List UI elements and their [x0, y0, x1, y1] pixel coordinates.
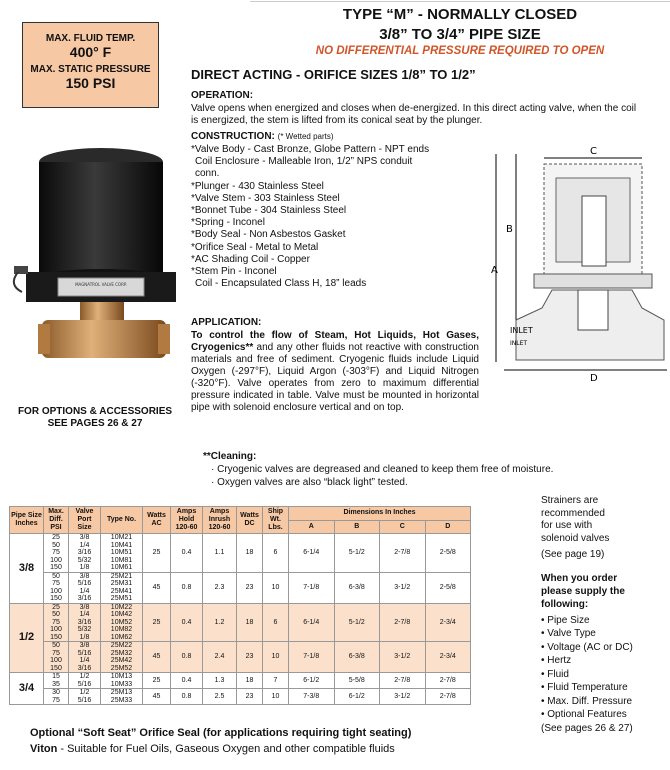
max-pressure-value: 150 PSI: [65, 75, 116, 91]
options-line-2: SEE PAGES 26 & 27: [47, 418, 143, 429]
options-line-1: FOR OPTIONS & ACCESSORIES: [17, 406, 173, 417]
title-line-1: TYPE “M” - NORMALLY CLOSED: [342, 6, 578, 23]
cell-watts-dc: 23: [237, 572, 263, 603]
application-text: [191, 330, 479, 414]
cell-size: 3/4: [10, 673, 44, 705]
cell-watts-ac: 45: [143, 689, 171, 705]
cell-ship-wt: 6: [263, 534, 289, 573]
order-title: [541, 572, 666, 611]
cell-amps-hold: 0.8: [171, 689, 203, 705]
list-item: • Pipe Size: [541, 614, 590, 626]
th-dimensions: Dimensions In Inches: [289, 507, 471, 521]
cross-section-diagram: [482, 140, 667, 385]
cell-dim-b: 6-1/2: [334, 689, 380, 705]
options-note: [10, 406, 180, 430]
th-pipe-size: Pipe Size Inches: [10, 507, 44, 534]
list-item: • Hertz: [541, 655, 572, 666]
inlet-label-1: INLET: [510, 326, 533, 335]
cell-dim-c: 2-7/8: [380, 673, 426, 689]
spec-box: [22, 22, 159, 108]
cell-watts-ac: 25: [143, 603, 171, 642]
cell-psi: 30 75: [44, 689, 69, 705]
cell-watts-ac: 25: [143, 534, 171, 573]
valve-photo: [8, 140, 183, 380]
cell-dim-a: 7-3/8: [289, 689, 335, 705]
cell-dim-d: 2-5/8: [425, 572, 471, 603]
cell-type: 25M22 25M32 25M42 25M52: [101, 642, 143, 673]
max-pressure-label: MAX. STATIC PRESSURE: [30, 64, 151, 75]
construction-item: Coil Enclosure - Malleable Iron, 1/2” NPS conduit conn.: [195, 156, 413, 180]
cell-dim-b: 6-3/8: [334, 572, 380, 603]
construction-item: *Valve Body - Cast Bronze, Globe Pattern - NPT ends: [191, 144, 430, 155]
cell-dim-a: 6-1/4: [289, 534, 335, 573]
cell-amps-hold: 0.4: [171, 673, 203, 689]
list-item: • Voltage (AC or DC): [541, 641, 633, 653]
th-dim-b: B: [334, 520, 380, 534]
dim-label-a: A: [491, 265, 498, 276]
dim-label-d: D: [590, 373, 598, 384]
max-temp-label: MAX. FLUID TEMP.: [45, 33, 136, 44]
cell-amps-inrush: 2.4: [203, 642, 237, 673]
cleaning-title: **Cleaning:: [203, 451, 257, 462]
tagline: NO DIFFERENTIAL PRESSURE REQUIRED TO OPEN: [315, 45, 605, 57]
cell-watts-ac: 45: [143, 642, 171, 673]
cell-watts-dc: 23: [237, 689, 263, 705]
cell-watts-dc: 18: [237, 534, 263, 573]
cell-ship-wt: 7: [263, 673, 289, 689]
soft-seat-note: Optional “Soft Seat” Orifice Seal (for applications requiring tight seating): [30, 727, 412, 739]
cell-dim-b: 5-1/2: [334, 603, 380, 642]
th-type-no: Type No.: [101, 507, 143, 534]
cell-amps-inrush: 1.1: [203, 534, 237, 573]
cell-dim-b: 5-1/2: [334, 534, 380, 573]
th-watts-ac: Watts AC: [143, 507, 171, 534]
construction-item: *Spring - Inconel: [191, 217, 265, 229]
cell-port: 3/8 1/4 3/16 5/32 1/8: [69, 534, 101, 573]
inlet-label-2: INLET: [510, 340, 528, 347]
construction-item: *Plunger - 430 Stainless Steel: [191, 180, 324, 192]
cell-watts-ac: 25: [143, 673, 171, 689]
construction-item: *Bonnet Tube - 304 Stainless Steel: [191, 205, 347, 217]
cleaning-item: · Cryogenic valves are degreased and cleaned to keep them free of moisture.: [211, 464, 554, 475]
cell-amps-inrush: 2.3: [203, 572, 237, 603]
construction-item: *Body Seal - Non Asbestos Gasket: [191, 229, 346, 241]
order-list: [541, 614, 666, 736]
th-dim-d: D: [425, 520, 471, 534]
cell-amps-inrush: 1.2: [203, 603, 237, 642]
table-row: [10, 673, 471, 689]
strainers-line-2: recommended: [541, 507, 605, 519]
table-row: [10, 603, 471, 642]
construction-title: CONSTRUCTION:: [191, 131, 275, 142]
order-title-1: When you order: [541, 572, 618, 584]
th-ship-wt: Ship Wt. Lbs.: [263, 507, 289, 534]
max-temp-value: 400° F: [69, 44, 112, 60]
cell-psi: 15 35: [44, 673, 69, 689]
th-watts-dc: Watts DC: [237, 507, 263, 534]
list-item: • Valve Type: [541, 628, 596, 639]
list-item: (See pages 26 & 27): [541, 722, 633, 734]
list-item: • Max. Diff. Pressure: [541, 695, 633, 707]
cell-dim-a: 7-1/8: [289, 642, 335, 673]
cell-amps-hold: 0.8: [171, 642, 203, 673]
cell-dim-d: 2-7/8: [425, 689, 471, 705]
cell-psi: 25 50 75 100 150: [44, 603, 69, 642]
table-row: [10, 572, 471, 603]
construction-header: [191, 131, 334, 142]
construction-item: Coil - Encapsulated Class H, 18” leads: [195, 278, 367, 290]
title-line-2: 3/8” TO 3/4” PIPE SIZE: [379, 26, 541, 43]
construction-item: *Stem Pin - Inconel: [191, 266, 277, 278]
cell-type: 10M21 10M41 10M51 10M81 10M61: [101, 534, 143, 573]
cell-port: 1/2 5/16: [69, 673, 101, 689]
application-body: and any other fluids not reactive with construction materials and free of sediment. Cryogenic fluids include Liquid Oxygen (-297°F), Liquid Argon (-303°F) and Liquid Nitrogen (-320°F). Valve operates from zero to maximum differential pressure indicated in table. Valve must be mounted in horizontal pipe with solenoid enclosure vertical and on top.: [191, 342, 479, 413]
cell-dim-d: 2-7/8: [425, 673, 471, 689]
application-lead: To control the flow of Steam, Hot Liquids, Hot Gases, Cryogenics**: [191, 330, 479, 353]
cell-dim-b: 6-3/8: [334, 642, 380, 673]
cell-watts-ac: 45: [143, 572, 171, 603]
dim-label-b: B: [506, 224, 513, 235]
cell-amps-hold: 0.4: [171, 603, 203, 642]
th-port-size: Valve Port Size: [69, 507, 101, 534]
cleaning-item: · Oxygen valves are also “black light” tested.: [211, 477, 408, 488]
strainers-line-3: for use with: [541, 520, 593, 531]
header-rule: [250, 1, 670, 2]
construction-item: *AC Shading Coil - Copper: [191, 253, 310, 265]
viton-label: Viton: [30, 743, 58, 755]
cell-watts-dc: 23: [237, 642, 263, 673]
th-amps-hold: Amps Hold 120-60: [171, 507, 203, 534]
cell-amps-inrush: 1.3: [203, 673, 237, 689]
cell-ship-wt: 6: [263, 603, 289, 642]
cell-size: 3/8: [10, 534, 44, 604]
cell-ship-wt: 10: [263, 642, 289, 673]
dim-label-c: C: [590, 146, 597, 157]
construction-note: (* Wetted parts): [277, 132, 334, 141]
cell-watts-dc: 18: [237, 673, 263, 689]
subheading: DIRECT ACTING - ORIFICE SIZES 1/8” TO 1/2”: [191, 67, 476, 82]
cell-port: 1/2 5/16: [69, 689, 101, 705]
cell-dim-c: 3-1/2: [380, 642, 426, 673]
cell-watts-dc: 18: [237, 603, 263, 642]
cell-port: 3/8 5/16 1/4 3/16: [69, 642, 101, 673]
cell-dim-a: 6-1/2: [289, 673, 335, 689]
viton-text: - Suitable for Fuel Oils, Gaseous Oxygen and other compatible fluids: [57, 743, 395, 755]
cell-type: 10M13 10M33: [101, 673, 143, 689]
cell-dim-d: 2-5/8: [425, 534, 471, 573]
cell-size: 1/2: [10, 603, 44, 673]
cell-dim-a: 6-1/4: [289, 603, 335, 642]
right-column: [541, 495, 666, 735]
cell-type: 25M13 25M33: [101, 689, 143, 705]
cell-ship-wt: 10: [263, 572, 289, 603]
order-title-3: following:: [541, 598, 589, 610]
cell-port: 3/8 1/4 3/16 5/32 1/8: [69, 603, 101, 642]
cell-amps-inrush: 2.5: [203, 689, 237, 705]
list-item: • Fluid: [541, 668, 569, 680]
construction-list: [191, 144, 431, 290]
cell-dim-d: 2-3/4: [425, 642, 471, 673]
table-row: [10, 642, 471, 673]
cell-dim-b: 5-5/8: [334, 673, 380, 689]
cell-ship-wt: 10: [263, 689, 289, 705]
operation-title: OPERATION:: [191, 90, 254, 101]
cell-port: 3/8 5/16 1/4 3/16: [69, 572, 101, 603]
table-row: [10, 534, 471, 573]
cell-amps-hold: 0.4: [171, 534, 203, 573]
strainers-line-1: Strainers are: [541, 495, 599, 506]
cell-dim-c: 2-7/8: [380, 603, 426, 642]
spec-table: [9, 506, 471, 705]
cell-dim-c: 3-1/2: [380, 689, 426, 705]
th-dim-c: C: [380, 520, 426, 534]
order-title-2: please supply the: [541, 585, 625, 597]
cell-psi: 25 50 75 100 150: [44, 534, 69, 573]
cell-psi: 50 75 100 150: [44, 572, 69, 603]
construction-item: *Valve Stem - 303 Stainless Steel: [191, 192, 340, 204]
list-item: • Optional Features: [541, 709, 627, 720]
cell-type: 25M21 25M31 25M41 25M51: [101, 572, 143, 603]
cell-dim-d: 2-3/4: [425, 603, 471, 642]
cell-dim-a: 7-1/8: [289, 572, 335, 603]
operation-text: Valve opens when energized and closes when de-energized. In this direct acting valve, when the coil is energized, the stem is lifted from its conical seat by the plunger.: [191, 103, 637, 126]
cell-amps-hold: 0.8: [171, 572, 203, 603]
cell-dim-c: 3-1/2: [380, 572, 426, 603]
construction-item: *Orifice Seal - Metal to Metal: [191, 241, 319, 253]
cell-type: 10M22 10M42 10M52 10M82 10M62: [101, 603, 143, 642]
cell-dim-c: 2-7/8: [380, 534, 426, 573]
table-row: [10, 689, 471, 705]
strainers-line-5: (See page 19): [541, 549, 605, 560]
application-title: APPLICATION:: [191, 317, 262, 328]
strainers-line-4: solenoid valves: [541, 532, 610, 544]
cell-psi: 50 75 100 150: [44, 642, 69, 673]
th-dim-a: A: [289, 520, 335, 534]
nameplate-text: MAGNATROL VALVE CORP.: [75, 282, 127, 287]
viton-note: [30, 743, 395, 755]
th-amps-inrush: Amps Inrush 120-60: [203, 507, 237, 534]
th-max-diff: Max. Diff. PSI: [44, 507, 69, 534]
list-item: • Fluid Temperature: [541, 682, 628, 693]
